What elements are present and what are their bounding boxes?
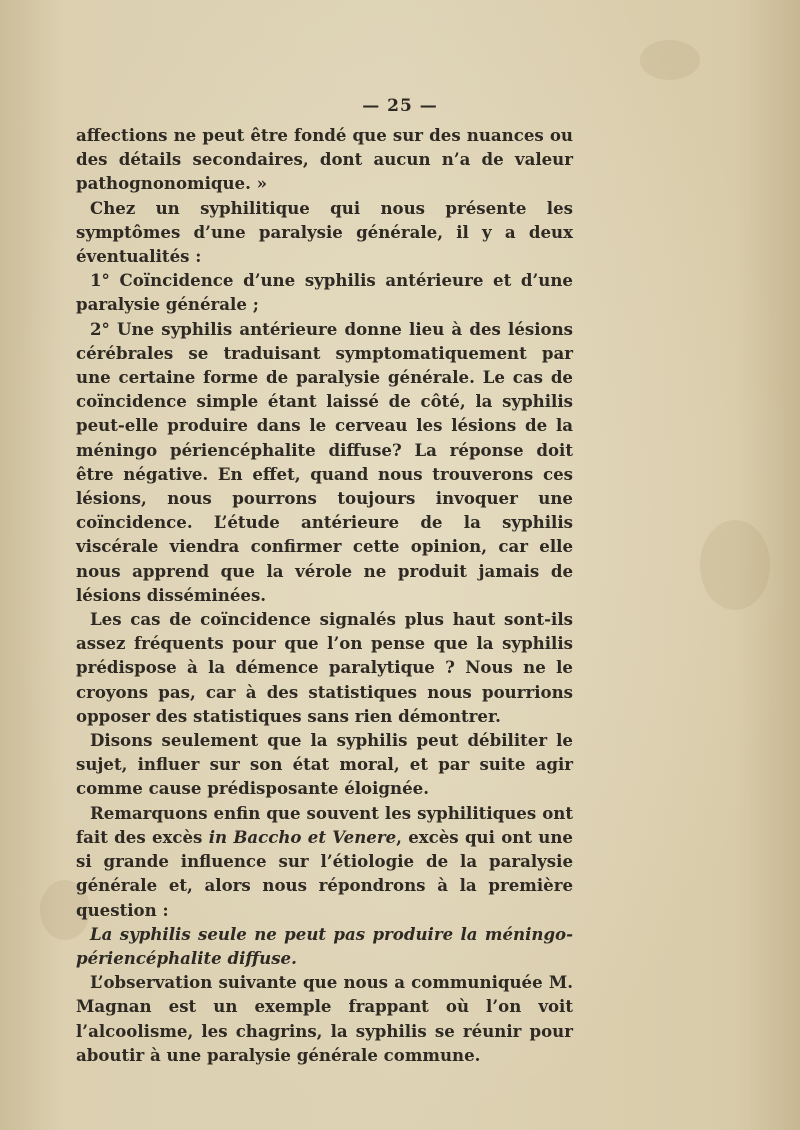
paragraph <box>76 801 573 922</box>
paragraph: Disons seulement que la syphilis peut débiliter le sujet, influer sur son état moral, et par suite agir comme cause prédisposante éloignée. <box>76 730 573 799</box>
paragraph: Chez un syphilitique qui nous présente les symptômes d’une paralysie générale, il y a deux éventualités : <box>76 197 573 267</box>
paragraph: 1° Coïncidence d’une syphilis antérieure et d’une paralysie générale ; <box>76 270 573 315</box>
body-text <box>76 123 573 1067</box>
paper-stain <box>640 40 700 80</box>
latin-phrase: in Baccho et Venere <box>208 826 397 847</box>
page-number: — 25 — <box>362 96 438 116</box>
paragraph-text: , excès qui ont une si grande influence sur l’étiologie de la paralysie générale et, alors nous répondrons à la première question : <box>76 826 573 920</box>
paragraph-text: Remarquons enfin que souvent les syphilitiques ont fait des excès <box>76 802 573 847</box>
paper-stain <box>700 520 770 610</box>
paragraph: 2° Une syphilis antérieure donne lieu à des lésions cérébrales se traduisant symptomatiquement par une certaine forme de paralysie générale. Le cas de coïncidence simple étant laissé de côté, la syphilis peut-elle produire dans le cerveau les lésions de la méningo périencéphalite diffuse? La réponse doit être négative. En effet, quand nous trouverons ces lésions, nous pourrons toujours invoquer une coïncidence. L’étude antérieure de la syphilis viscérale viendra confirmer cette opinion, car elle nous apprend que la vérole ne produit jamais de lésions disséminées. <box>76 318 573 605</box>
paragraph: affections ne peut être fondé que sur des nuances ou des détails secondaires, dont aucun n’a de valeur pathognonomique. » <box>76 125 573 194</box>
conclusion-paragraph: La syphilis seule ne peut pas produire la méningo-périencéphalite diffuse. <box>76 923 573 968</box>
paragraph: L’observation suivante que nous a communiquée M. Magnan est un exemple frappant où l’on voit l’alcoolisme, les chagrins, la syphilis se réunir pour aboutir à une paralysie générale commune. <box>76 972 573 1065</box>
paragraph: Les cas de coïncidence signalés plus haut sont-ils assez fréquents pour que l’on pense que la syphilis prédispose à la démence paralytique ? Nous ne le croyons pas, car à des statistiques nous pourrions opposer des statistiques sans rien démontrer. <box>76 609 573 726</box>
